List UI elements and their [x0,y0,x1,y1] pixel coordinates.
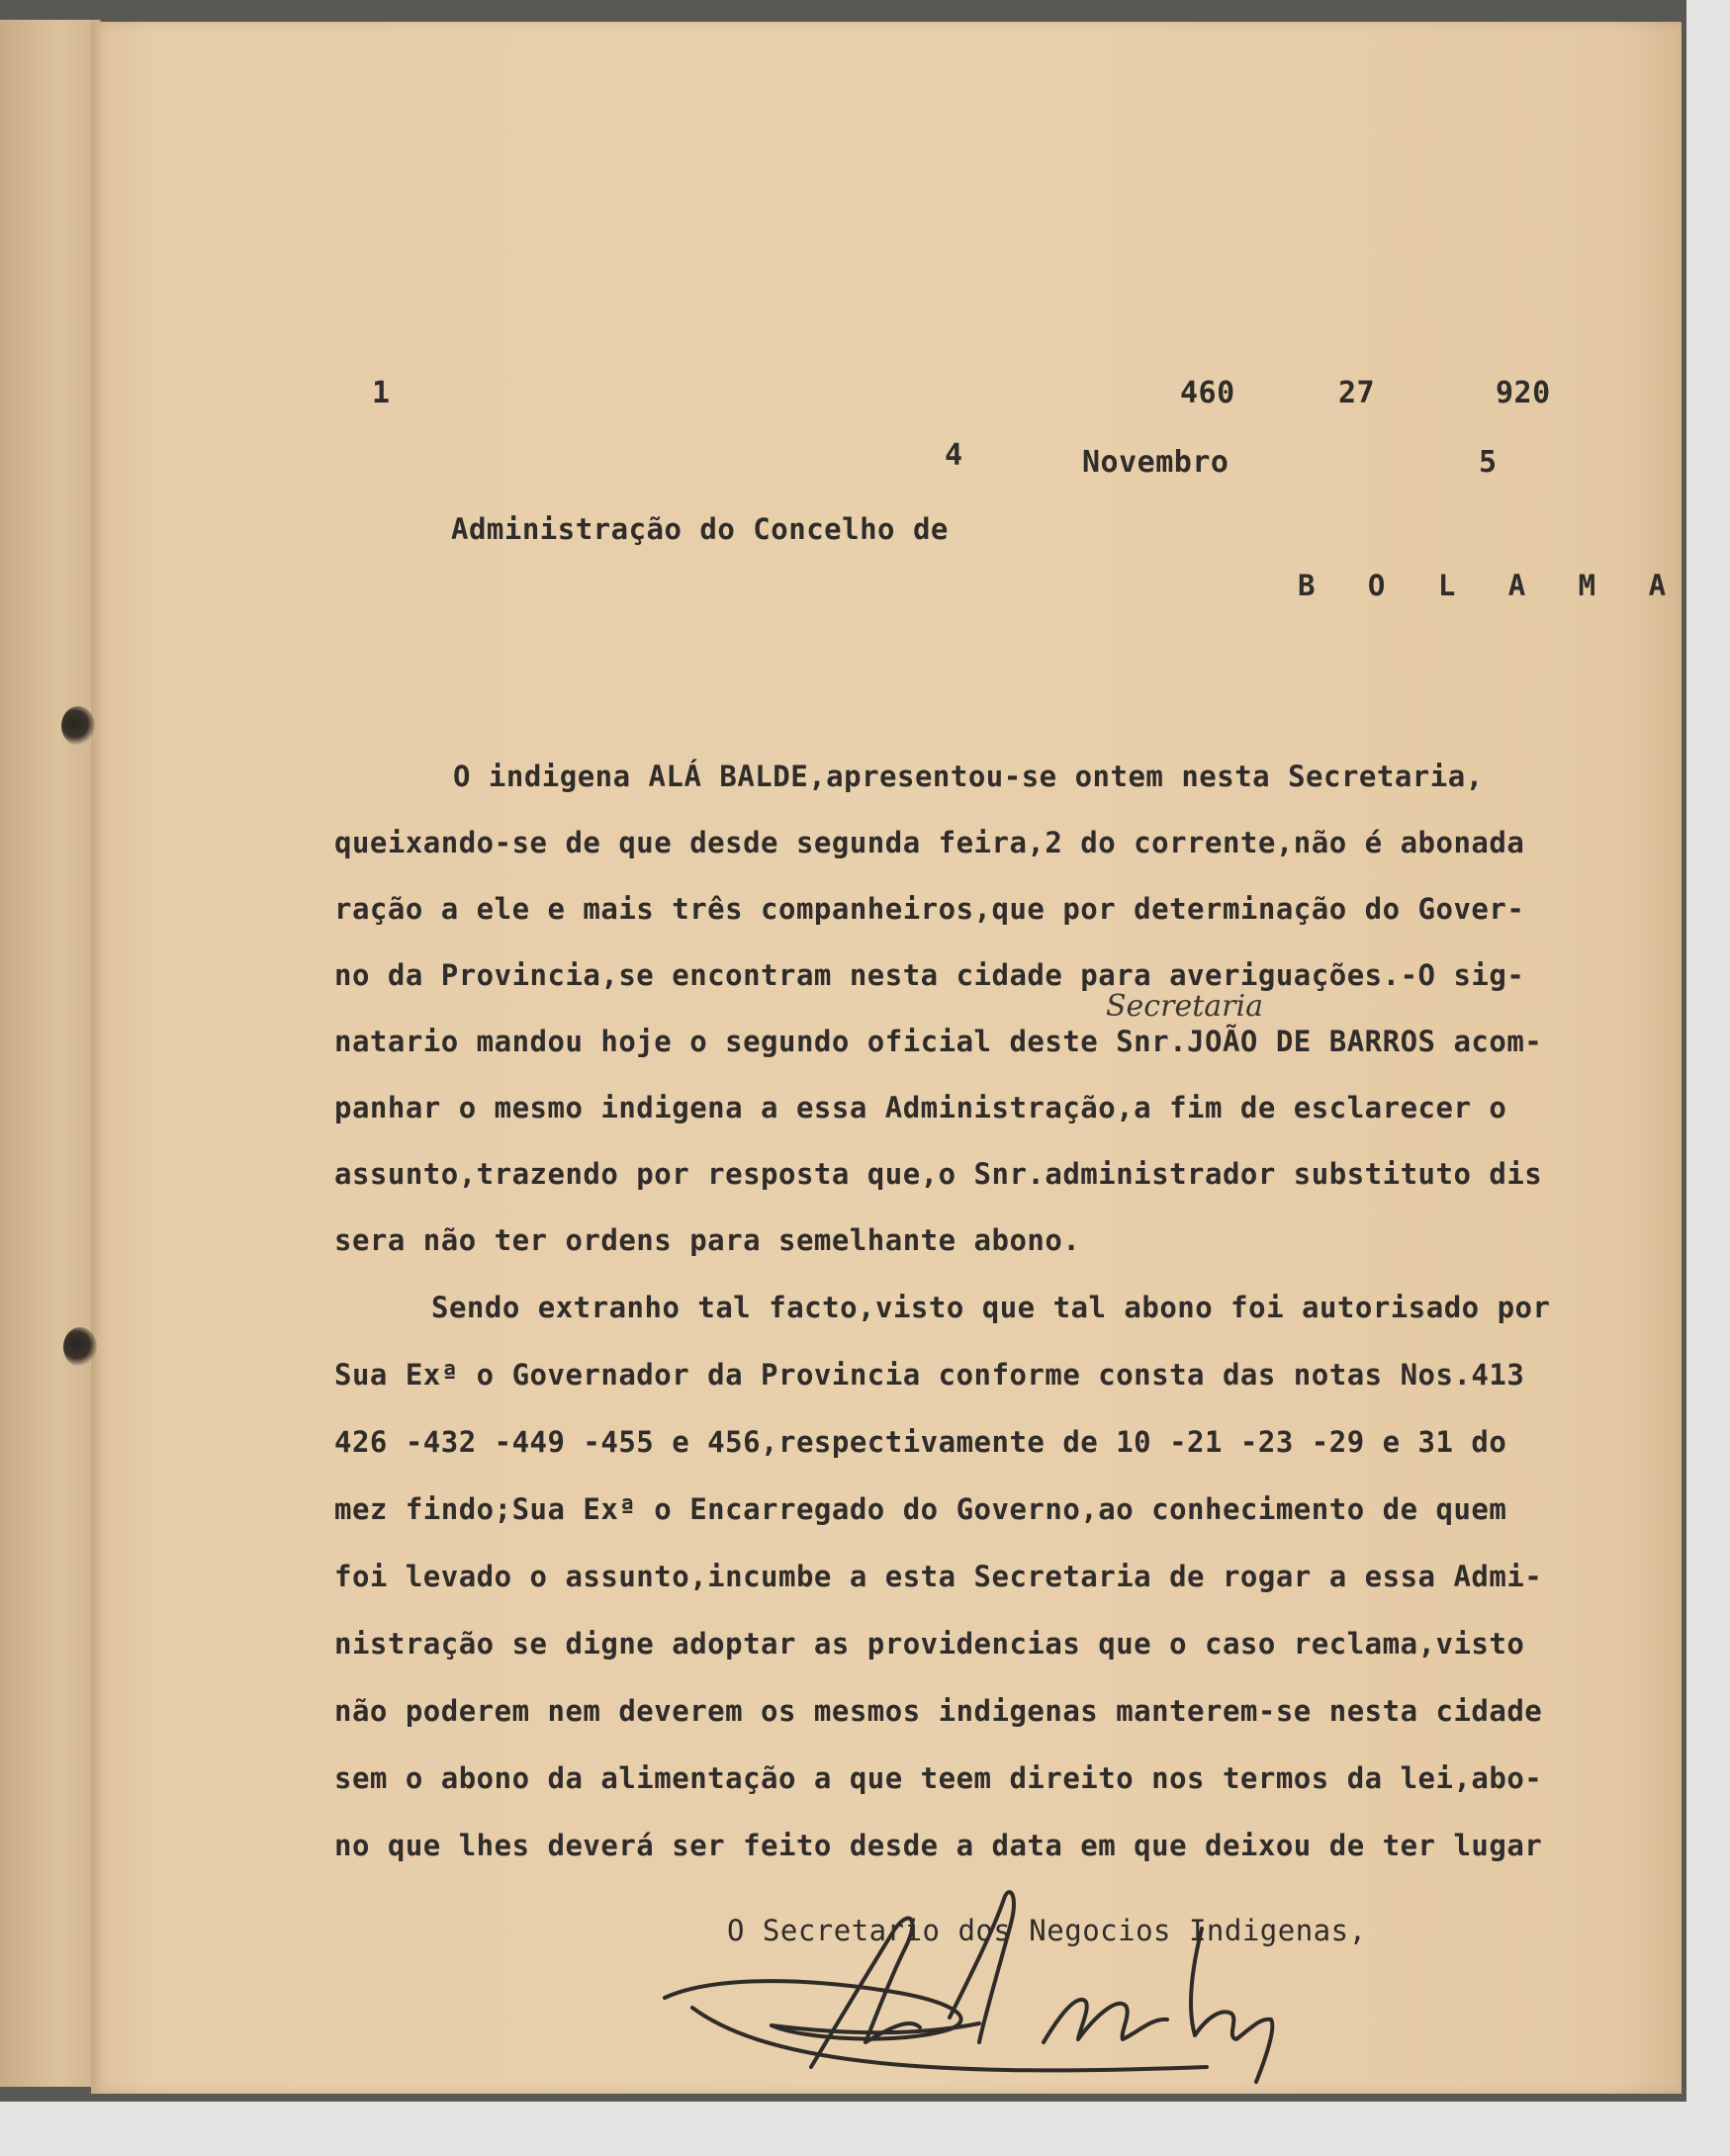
body-line: não poderem nem deverem os mesmos indigenas manterem-se nesta cidade [334,1694,1543,1728]
body-line: nistração se digne adoptar as providencias que o caso reclama,visto [334,1627,1525,1661]
handwritten-insertion: Secretaria [1106,989,1263,1024]
body-line: sem o abono da alimentação a que teem direito nos termos da lei,abo- [334,1761,1543,1795]
body-line: 426 -432 -449 -455 e 456,respectivamente de 10 -21 -23 -29 e 31 do [334,1425,1507,1459]
body-line: Sua Exª o Governador da Provincia conforme consta das notas Nos.413 [334,1358,1525,1392]
reference-number: 1 [372,376,391,410]
body-line: sera não ter ordens para semelhante abono. [334,1223,1081,1257]
signatory-title: O Secretario dos Negocios Indigenas, [727,1914,1367,1947]
date-day: 4 [945,438,963,473]
handwritten-signature [653,1869,1345,2097]
date-month: Novembro [1082,445,1229,480]
body-line: queixando-se de que desde segunda feira,2 do corrente,não é abonada [334,826,1525,859]
body-line: Sendo extranho tal facto,visto que tal abono foi autorisado por [431,1291,1551,1324]
addressee-place: B O L A M A [1298,569,1684,602]
date-extra: 5 [1479,445,1498,480]
header-number-27: 27 [1338,376,1376,410]
binding-stitch-hole [61,706,95,746]
addressee-line: Administração do Concelho de [451,512,949,546]
header-number-460: 460 [1180,376,1235,410]
body-line: ração a ele e mais três companheiros,que por determinação do Gover- [334,892,1525,926]
body-line: natario mandou hoje o segundo oficial deste Snr.JOÃO DE BARROS acom- [334,1025,1543,1058]
body-line: no da Provincia,se encontram nesta cidade para averiguações.-O sig- [334,958,1525,992]
body-line: mez findo;Sua Exª o Encarregado do Governo,ao conhecimento de quem [334,1492,1507,1526]
binding-stitch-hole [63,1327,97,1367]
left-page-edge [0,20,101,2087]
body-line: panhar o mesmo indigena a essa Administração,a fim de esclarecer o [334,1091,1507,1124]
body-line: foi levado o assunto,incumbe a esta Secretaria de rogar a essa Admi- [334,1560,1543,1593]
body-line: no que lhes deverá ser feito desde a data em que deixou de ter lugar [334,1829,1543,1862]
body-line: assunto,trazendo por resposta que,o Snr.administrador substituto dis [334,1157,1543,1191]
header-number-920: 920 [1496,376,1551,410]
body-line: O indigena ALÁ BALDE,apresentou-se ontem nesta Secretaria, [453,760,1484,793]
